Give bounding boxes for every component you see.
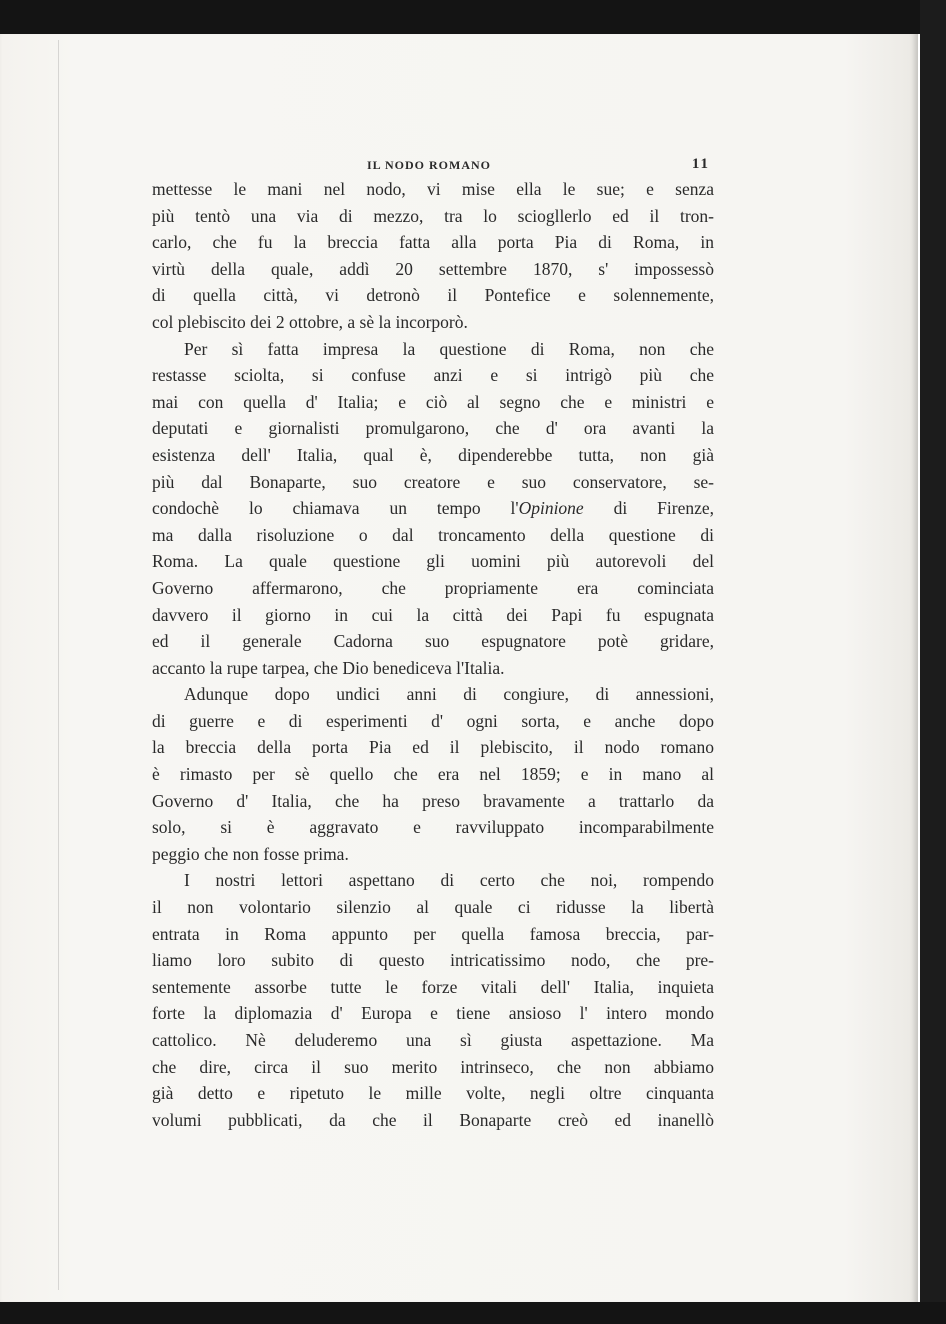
italic-title-opinione: Opinione: [518, 498, 584, 519]
page-fold-edge: [58, 40, 59, 1290]
running-head: [152, 154, 714, 176]
text-line: deputati e giornalisti promulgarono, che d' ora avanti la: [152, 418, 714, 439]
text-line: ed il generale Cadorna suo espugnatore potè gridare,: [152, 631, 714, 652]
text-line: cattolico. Nè deluderemo una sì giusta aspettazione. Ma: [152, 1030, 714, 1050]
text-line: Governo affermarono, che propriamente era cominciata: [152, 577, 714, 598]
text-line: peggio che non fosse prima.: [152, 843, 349, 864]
text-line: Roma. La quale questione gli uomini più autorevoli del: [152, 551, 714, 572]
text-line: Adunque dopo undici anni di congiure, di annessioni,: [184, 684, 714, 705]
page-number: 11: [691, 156, 710, 172]
text-line: liamo loro subito di questo intricatissimo nodo, che pre-: [152, 950, 714, 971]
text-line: è rimasto per sè quello che era nel 1859; e in mano al: [152, 764, 714, 785]
text-line: Per sì fatta impresa la questione di Roma, non che: [184, 338, 714, 359]
text-line: solo, si è aggravato e ravviluppato incomparabilmente: [152, 817, 714, 838]
text-line: virtù della quale, addì 20 settembre 1870, s' impossessò: [152, 258, 714, 279]
text-line: entrata in Roma appunto per quella famosa breccia, par-: [152, 923, 714, 944]
text-line: restasse sciolta, si confuse anzi e si intrigò più che: [152, 365, 714, 386]
text-line: I nostri lettori aspettano di certo che noi, rompendo: [184, 870, 714, 891]
text-line: mettesse le mani nel nodo, vi mise ella le sue; e senza: [152, 179, 714, 199]
text-line: Governo d' Italia, che ha preso bravamente a trattarlo da: [152, 790, 714, 811]
text-line: la breccia della porta Pia ed il plebiscito, il nodo romano: [152, 737, 714, 758]
scan-border-right: [920, 0, 946, 1324]
text-segment: condochè lo chiamava un tempo l': [152, 498, 519, 519]
text-line: volumi pubblicati, da che il Bonaparte creò ed inanellò: [152, 1109, 714, 1130]
text-line: che dire, circa il suo merito intrinseco, che non abbiamo: [152, 1056, 714, 1077]
text-line: col plebiscito dei 2 ottobre, a sè la incorporò.: [152, 311, 468, 332]
text-line: forte la diplomazia d' Europa e tiene ansioso l' intero mondo: [152, 1003, 714, 1024]
text-line: sentemente assorbe tutte le forze vitali dell' Italia, inquieta: [152, 976, 714, 997]
text-line: più tentò una via di mezzo, tra lo sciogllerlo ed il tron-: [152, 205, 714, 226]
text-line: davvero il giorno in cui la città dei Papi fu espugnata: [152, 604, 714, 625]
text-line: accanto la rupe tarpea, che Dio benediceva l'Italia.: [152, 657, 505, 678]
text-line: più dal Bonaparte, suo creatore e suo conservatore, se-: [152, 471, 714, 492]
scan-border-bottom: [0, 1302, 946, 1324]
text-line: già detto e ripetuto le mille volte, negli oltre cinquanta: [152, 1083, 714, 1104]
text-line: ma dalla risoluzione o dal troncamento della questione di: [152, 524, 714, 545]
text-line: carlo, che fu la breccia fatta alla porta Pia di Roma, in: [152, 232, 714, 253]
text-line: di guerre e di esperimenti d' ogni sorta, e anche dopo: [152, 710, 714, 731]
scan-border-top: [0, 0, 946, 34]
running-title: IL NODO ROMANO: [367, 158, 492, 172]
text-line: di quella città, vi detronò il Pontefice e solennemente,: [152, 285, 714, 306]
text-segment: di Firenze,: [583, 498, 714, 519]
text-line: mai con quella d' Italia; e ciò al segno che e ministri e: [152, 391, 714, 412]
body-text-block: [152, 154, 714, 1133]
text-line: esistenza dell' Italia, qual è, dipenderebbe tutta, non già: [152, 444, 714, 465]
text-line: il non volontario silenzio al quale ci ridusse la libertà: [152, 897, 714, 918]
text-line-with-italic: [152, 495, 714, 522]
